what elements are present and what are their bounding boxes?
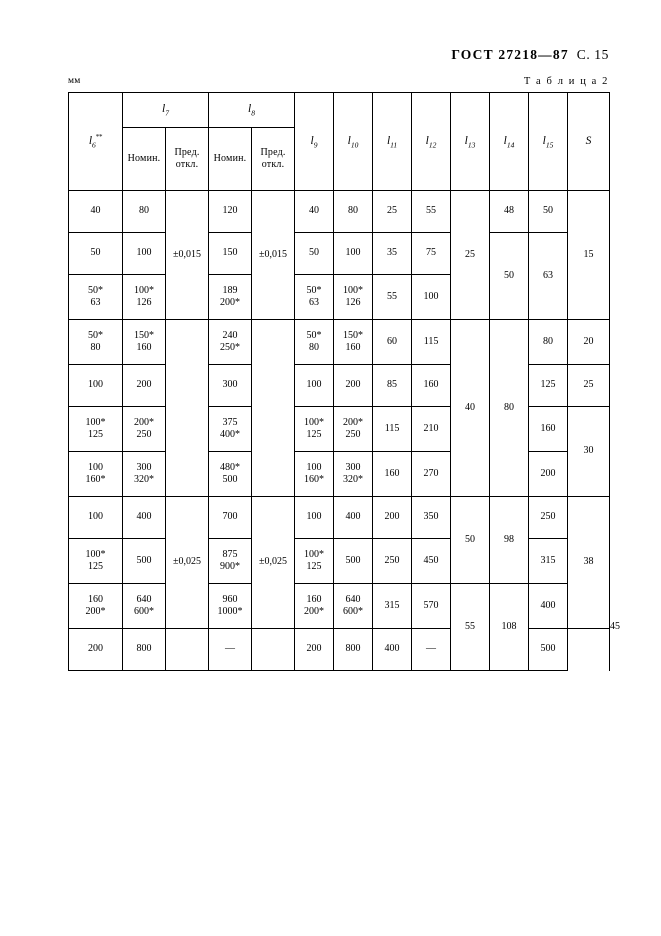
cell-l13: 25 bbox=[451, 191, 490, 320]
cell-l13: 40 bbox=[451, 320, 490, 497]
cell-l8-tolerance: ±0,015 bbox=[252, 191, 295, 320]
cell-l6: 100 bbox=[69, 497, 123, 539]
cell-l11: 250 bbox=[373, 539, 412, 584]
cell-l10: 640 600* bbox=[334, 584, 373, 629]
cell-l11: 25 bbox=[373, 191, 412, 233]
cell-l9: 50 bbox=[295, 233, 334, 275]
cell-l9: 100 160* bbox=[295, 452, 334, 497]
cell-l7-tolerance: ±0,025 bbox=[166, 497, 209, 629]
cell-l15: 200 bbox=[529, 452, 568, 497]
page-header bbox=[451, 47, 609, 63]
table-row bbox=[69, 539, 610, 584]
table-row bbox=[69, 320, 610, 365]
cell-l12: 270 bbox=[412, 452, 451, 497]
cell-l8-nominal: 700 bbox=[209, 497, 252, 539]
cell-l6: 50* 63 bbox=[69, 275, 123, 320]
cell-l11: 60 bbox=[373, 320, 412, 365]
cell-l10: 500 bbox=[334, 539, 373, 584]
table-row: 160 200* 640 600* 960 1000* 160 200* 640 600* 315 570 55 108 400 45 bbox=[69, 584, 610, 629]
cell-l10: 80 bbox=[334, 191, 373, 233]
cell-l12: 100 bbox=[412, 275, 451, 320]
cell-l8-nominal: 375 400* bbox=[209, 407, 252, 452]
cell-l11: 35 bbox=[373, 233, 412, 275]
cell-l12: 75 bbox=[412, 233, 451, 275]
cell-l14: 48 bbox=[490, 191, 529, 233]
cell-s: 30 bbox=[568, 407, 610, 497]
cell-l10: 100* 126 bbox=[334, 275, 373, 320]
standard-year: —87 bbox=[538, 47, 569, 62]
cell-l10: 150* 160 bbox=[334, 320, 373, 365]
cell-l15: 160 bbox=[529, 407, 568, 452]
col-head-l8-deviation: Пред. откл. bbox=[252, 128, 295, 191]
cell-s: 25 bbox=[568, 365, 610, 407]
cell-l15: 500 bbox=[529, 629, 568, 671]
cell-l8-nominal: 150 bbox=[209, 233, 252, 275]
cell-l12: 350 bbox=[412, 497, 451, 539]
col-head-l7-deviation: Пред. откл. bbox=[166, 128, 209, 191]
col-head-l14: $l_{14}$ bbox=[490, 93, 529, 191]
table-row bbox=[69, 629, 610, 671]
cell-l15: 250 bbox=[529, 497, 568, 539]
cell-l12: 570 bbox=[412, 584, 451, 629]
col-head-l6: $l_6^{**}$ bbox=[69, 93, 123, 191]
cell-l6: 160 200* bbox=[69, 584, 123, 629]
cell-l9: 100 bbox=[295, 365, 334, 407]
cell-l6: 100 bbox=[69, 365, 123, 407]
col-head-l7: $l_7$ bbox=[123, 93, 209, 128]
cell-l7-tolerance-blank bbox=[166, 320, 209, 497]
cell-l8-nominal: 960 1000* bbox=[209, 584, 252, 629]
table-row bbox=[69, 233, 610, 275]
cell-l12: 160 bbox=[412, 365, 451, 407]
cell-l8-tolerance-blank bbox=[252, 629, 295, 671]
cell-l10: 100 bbox=[334, 233, 373, 275]
col-head-l15: $l_{15}$ bbox=[529, 93, 568, 191]
cell-l10: 200 bbox=[334, 365, 373, 407]
cell-l14: 50 bbox=[490, 233, 529, 320]
cell-l8-tolerance-blank bbox=[252, 320, 295, 497]
cell-l8-nominal: 875 900* bbox=[209, 539, 252, 584]
cell-l10: 800 bbox=[334, 629, 373, 671]
cell-l10: 400 bbox=[334, 497, 373, 539]
table-header-row-1 bbox=[69, 93, 610, 128]
cell-l11: 115 bbox=[373, 407, 412, 452]
cell-l7-nominal: 400 bbox=[123, 497, 166, 539]
cell-l6: 50 bbox=[69, 233, 123, 275]
col-head-l8: $l_8$ bbox=[209, 93, 295, 128]
standard-number: ГОСТ 27218 bbox=[451, 47, 539, 62]
cell-l9: 100* 125 bbox=[295, 539, 334, 584]
cell-l13: 50 bbox=[451, 497, 490, 584]
col-head-l8-nominal: Номин. bbox=[209, 128, 252, 191]
cell-l7-nominal: 640 600* bbox=[123, 584, 166, 629]
cell-l7-tolerance: ±0,015 bbox=[166, 191, 209, 320]
cell-l11: 400 bbox=[373, 629, 412, 671]
table-row bbox=[69, 452, 610, 497]
units-label: мм bbox=[68, 76, 81, 86]
table-caption: Т а б л и ц а 2 bbox=[523, 76, 609, 87]
table-row bbox=[69, 365, 610, 407]
col-head-l13: $l_{13}$ bbox=[451, 93, 490, 191]
table-row bbox=[69, 407, 610, 452]
cell-l9: 50* 63 bbox=[295, 275, 334, 320]
cell-s: 15 bbox=[568, 191, 610, 320]
cell-l11: 55 bbox=[373, 275, 412, 320]
cell-l7-nominal: 150* 160 bbox=[123, 320, 166, 365]
cell-l14: 108 bbox=[490, 584, 529, 671]
cell-l9: 50* 80 bbox=[295, 320, 334, 365]
cell-l12: 115 bbox=[412, 320, 451, 365]
cell-l12: — bbox=[412, 629, 451, 671]
cell-l7-nominal: 500 bbox=[123, 539, 166, 584]
cell-l7-nominal: 80 bbox=[123, 191, 166, 233]
cell-l6: 100* 125 bbox=[69, 539, 123, 584]
cell-l7-nominal: 100* 126 bbox=[123, 275, 166, 320]
cell-l7-nominal: 300 320* bbox=[123, 452, 166, 497]
cell-l8-nominal: 300 bbox=[209, 365, 252, 407]
cell-l7-tolerance-blank bbox=[166, 629, 209, 671]
cell-l10: 300 320* bbox=[334, 452, 373, 497]
cell-l8-nominal: 120 bbox=[209, 191, 252, 233]
col-head-l7-nominal: Номин. bbox=[123, 128, 166, 191]
cell-l11: 200 bbox=[373, 497, 412, 539]
cell-l15: 125 bbox=[529, 365, 568, 407]
cell-l8-nominal: 240 250* bbox=[209, 320, 252, 365]
cell-l7-nominal: 100 bbox=[123, 233, 166, 275]
table-row bbox=[69, 497, 610, 539]
cell-s: 20 bbox=[568, 320, 610, 365]
cell-l6: 40 bbox=[69, 191, 123, 233]
cell-l6: 200 bbox=[69, 629, 123, 671]
cell-l8-nominal: 480* 500 bbox=[209, 452, 252, 497]
cell-l8-nominal: 189 200* bbox=[209, 275, 252, 320]
cell-l12: 210 bbox=[412, 407, 451, 452]
cell-l6: 100 160* bbox=[69, 452, 123, 497]
cell-l15: 50 bbox=[529, 191, 568, 233]
cell-s: 38 bbox=[568, 497, 610, 629]
cell-l9: 100 bbox=[295, 497, 334, 539]
cell-l12: 55 bbox=[412, 191, 451, 233]
cell-l8-nominal: — bbox=[209, 629, 252, 671]
cell-l10: 200* 250 bbox=[334, 407, 373, 452]
cell-l6: 100* 125 bbox=[69, 407, 123, 452]
cell-l7-nominal: 800 bbox=[123, 629, 166, 671]
col-head-s: S bbox=[568, 93, 610, 191]
cell-l15: 63 bbox=[529, 233, 568, 320]
cell-l14: 98 bbox=[490, 497, 529, 584]
cell-l8-tolerance: ±0,025 bbox=[252, 497, 295, 629]
col-head-l9: $l_9$ bbox=[295, 93, 334, 191]
cell-l9: 40 bbox=[295, 191, 334, 233]
page-number: С. 15 bbox=[576, 47, 609, 62]
cell-l15: 80 bbox=[529, 320, 568, 365]
col-head-l12: $l_{12}$ bbox=[412, 93, 451, 191]
cell-l11: 315 bbox=[373, 584, 412, 629]
cell-l7-nominal: 200 bbox=[123, 365, 166, 407]
col-head-l11: $l_{11}$ bbox=[373, 93, 412, 191]
cell-l9: 100* 125 bbox=[295, 407, 334, 452]
dimensions-table bbox=[68, 92, 621, 671]
cell-l15: 315 bbox=[529, 539, 568, 584]
cell-l7-nominal: 200* 250 bbox=[123, 407, 166, 452]
cell-l11: 85 bbox=[373, 365, 412, 407]
cell-l6: 50* 80 bbox=[69, 320, 123, 365]
cell-l9: 200 bbox=[295, 629, 334, 671]
table-row bbox=[69, 191, 610, 233]
cell-l9: 160 200* bbox=[295, 584, 334, 629]
col-head-l10: $l_{10}$ bbox=[334, 93, 373, 191]
cell-l14: 80 bbox=[490, 320, 529, 497]
cell-l12: 450 bbox=[412, 539, 451, 584]
cell-l15: 400 bbox=[529, 584, 568, 629]
cell-l13: 55 bbox=[451, 584, 490, 671]
cell-l11: 160 bbox=[373, 452, 412, 497]
